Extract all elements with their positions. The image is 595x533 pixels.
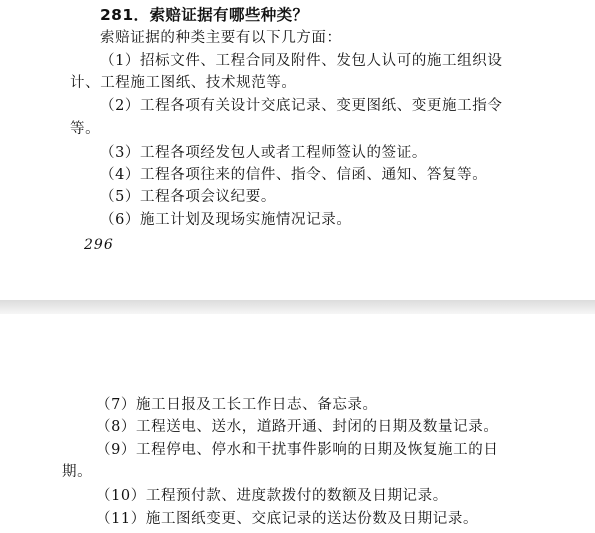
list-item-1-line-2: 计、工程施工图纸、技术规范等。	[70, 75, 297, 91]
list-item-4: （4）工程各项往来的信件、指令、信函、通知、答复等。	[100, 167, 488, 183]
list-item-8: （8）工程送电、送水，道路开通、封闭的日期及数量记录。	[96, 419, 499, 435]
list-item-1-line-1: （1）招标文件、工程合同及附件、发包人认可的施工组织设	[100, 53, 503, 69]
page-number: 296	[84, 237, 114, 253]
list-item-9-line-2: 期。	[62, 464, 93, 480]
list-item-2-line-1: （2）工程各项有关设计交底记录、变更图纸、变更施工指令	[100, 98, 503, 114]
list-item-6: （6）施工计划及现场实施情况记录。	[100, 212, 352, 228]
list-item-11: （11）施工图纸变更、交底记录的送达份数及日期记录。	[96, 511, 479, 527]
list-item-10: （10）工程预付款、进度款拨付的数额及日期记录。	[96, 488, 448, 504]
list-item-3: （3）工程各项经发包人或者工程师签认的签证。	[100, 145, 427, 161]
list-item-5: （5）工程各项会议纪要。	[100, 189, 276, 205]
list-item-9-line-1: （9）工程停电、停水和干扰事件影响的日期及恢复施工的日	[96, 442, 499, 458]
intro-text: 索赔证据的种类主要有以下几方面：	[100, 30, 342, 46]
document-page-bottom	[0, 314, 595, 533]
list-item-2-line-2: 等。	[70, 121, 101, 137]
page-separator	[0, 300, 595, 314]
question-heading: 281．索赔证据有哪些种类？	[100, 6, 309, 24]
list-item-7: （7）施工日报及工长工作日志、备忘录。	[96, 397, 378, 413]
